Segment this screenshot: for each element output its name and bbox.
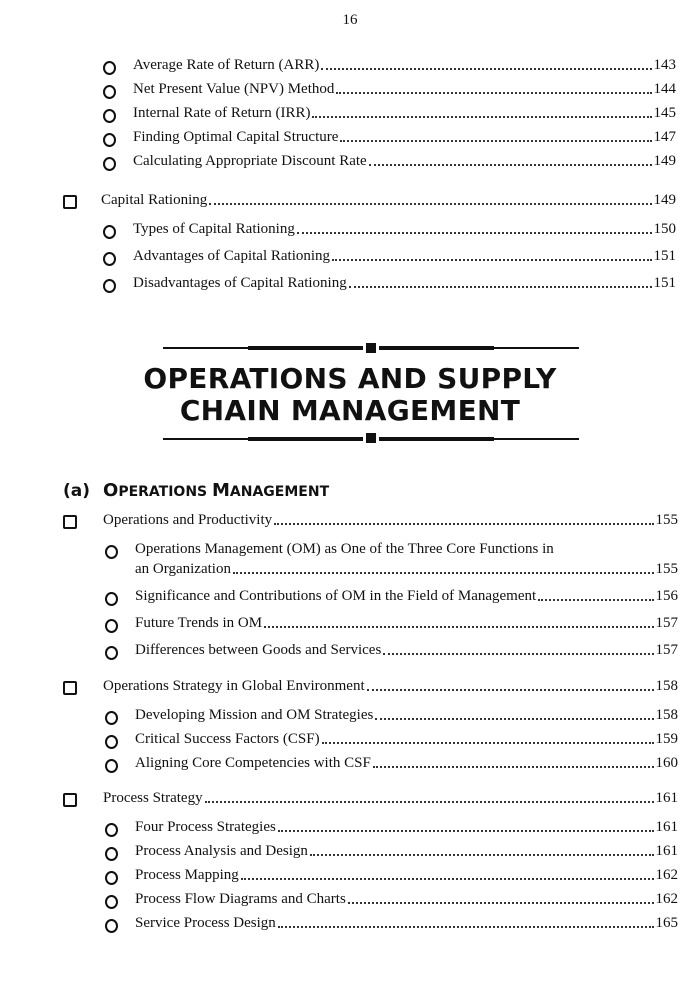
square-bullet-icon <box>63 681 77 695</box>
circle-bullet-icon <box>105 711 118 725</box>
toc-entry-page: 158 <box>655 678 678 694</box>
leader-dots <box>233 572 654 574</box>
toc-entry-page: 160 <box>655 755 678 771</box>
toc-entry-label: Future Trends in OM <box>135 615 263 631</box>
decorative-rule <box>248 437 363 441</box>
toc-entry-page: 155 <box>655 561 678 577</box>
circle-bullet-icon <box>105 735 118 749</box>
toc-entry-label: Significance and Contributions of OM in the Field of Management <box>135 588 537 604</box>
subsection-title-initial: M <box>212 480 230 501</box>
toc-entry-page: 143 <box>653 57 676 73</box>
circle-bullet-icon <box>103 61 116 75</box>
leader-dots <box>310 854 654 856</box>
toc-entry-page: 157 <box>655 642 678 658</box>
decorative-rule <box>379 438 579 440</box>
toc-entry <box>133 247 676 265</box>
toc-entry-page: 161 <box>655 819 678 835</box>
toc-entry-label: Process Strategy <box>103 790 203 806</box>
toc-entry-page: 151 <box>653 275 676 291</box>
decorative-rule <box>366 433 376 443</box>
toc-entry-page: 158 <box>655 707 678 723</box>
circle-bullet-icon <box>103 133 116 147</box>
toc-entry-label: Operations and Productivity <box>103 512 273 528</box>
circle-bullet-icon <box>103 252 116 266</box>
square-bullet-icon <box>63 793 77 807</box>
circle-bullet-icon <box>105 646 118 660</box>
section-title-line-2: CHAIN MANAGEMENT <box>179 394 521 427</box>
leader-dots <box>375 718 653 720</box>
toc-entry-label: Process Analysis and Design <box>135 843 308 859</box>
toc-entry <box>103 511 678 529</box>
leader-dots <box>367 689 654 691</box>
toc-entry <box>135 706 678 724</box>
toc-entry-page: 145 <box>653 105 676 121</box>
subsection-marker: (a) <box>63 481 91 501</box>
leader-dots <box>274 523 653 525</box>
leader-dots <box>205 801 654 803</box>
toc-entry-page: 162 <box>655 891 678 907</box>
circle-bullet-icon <box>105 619 118 633</box>
circle-bullet-icon <box>105 871 118 885</box>
decorative-rule <box>366 343 376 353</box>
circle-bullet-icon <box>105 919 118 933</box>
circle-bullet-icon <box>105 895 118 909</box>
toc-entry-line-1: Operations Management (OM) as One of the Three Core Functions in <box>135 541 554 557</box>
toc-entry <box>135 818 678 836</box>
toc-entry-label: Average Rate of Return (ARR) <box>133 57 320 73</box>
toc-entry-label: Calculating Appropriate Discount Rate <box>133 153 367 169</box>
circle-bullet-icon <box>105 759 118 773</box>
toc-entry-label: Critical Success Factors (CSF) <box>135 731 320 747</box>
leader-dots <box>373 766 654 768</box>
leader-dots <box>321 68 651 70</box>
toc-entry-page: 159 <box>655 731 678 747</box>
leader-dots <box>336 92 651 94</box>
toc-entry-page: 165 <box>655 915 678 931</box>
toc-entry <box>133 104 676 122</box>
toc-entry-page: 161 <box>655 790 678 806</box>
subsection-title-initial: O <box>103 480 119 501</box>
toc-entry <box>133 274 676 292</box>
leader-dots <box>297 232 652 234</box>
toc-entry-label: Types of Capital Rationing <box>133 221 295 237</box>
decorative-rule <box>248 346 363 350</box>
toc-entry-label: Service Process Design <box>135 915 276 931</box>
leader-dots <box>209 203 651 205</box>
toc-entry-label: Differences between Goods and Services <box>135 642 382 658</box>
page-number: 16 <box>342 12 358 28</box>
toc-entry-page: 155 <box>655 512 678 528</box>
toc-entry <box>135 890 678 908</box>
circle-bullet-icon <box>103 109 116 123</box>
toc-entry-label: Finding Optimal Capital Structure <box>133 129 339 145</box>
circle-bullet-icon <box>103 279 116 293</box>
leader-dots <box>322 742 654 744</box>
circle-bullet-icon <box>105 847 118 861</box>
toc-entry <box>133 56 676 74</box>
toc-entry-page: 156 <box>655 588 678 604</box>
toc-entry-page: 149 <box>653 153 676 169</box>
leader-dots <box>340 140 651 142</box>
toc-entry-page: 151 <box>653 248 676 264</box>
toc-entry <box>103 789 678 807</box>
toc-entry-label: Internal Rate of Return (IRR) <box>133 105 311 121</box>
subsection-title-text: PERATIONS <box>118 484 212 500</box>
leader-dots <box>278 830 654 832</box>
toc-entry-label: an Organization <box>135 561 231 577</box>
toc-entry <box>133 128 676 146</box>
circle-bullet-icon <box>103 157 116 171</box>
toc-entry <box>133 220 676 238</box>
circle-bullet-icon <box>103 225 116 239</box>
toc-entry <box>135 730 678 748</box>
toc-entry-label: Net Present Value (NPV) Method <box>133 81 335 97</box>
circle-bullet-icon <box>103 85 116 99</box>
toc-entry-label: Operations Strategy in Global Environment <box>103 678 365 694</box>
circle-bullet-icon <box>105 592 118 606</box>
subsection-heading <box>63 480 329 501</box>
leader-dots <box>349 286 652 288</box>
leader-dots <box>383 653 653 655</box>
toc-entry <box>135 587 678 605</box>
toc-entry-page: 162 <box>655 867 678 883</box>
subsection-title-text: ANAGEMENT <box>229 484 330 500</box>
toc-entry <box>101 191 676 209</box>
toc-entry <box>135 914 678 932</box>
section-title-line-1: OPERATIONS AND SUPPLY <box>143 362 557 395</box>
toc-entry <box>135 754 678 772</box>
toc-entry <box>103 677 678 695</box>
leader-dots <box>278 926 654 928</box>
toc-entry <box>135 842 678 860</box>
toc-entry <box>133 152 676 170</box>
toc-entry-page: 150 <box>653 221 676 237</box>
toc-entry <box>135 614 678 632</box>
leader-dots <box>369 164 652 166</box>
toc-entry <box>135 560 678 578</box>
toc-entry-label: Advantages of Capital Rationing <box>133 248 331 264</box>
toc-entry-page: 149 <box>653 192 676 208</box>
decorative-rule <box>379 347 579 349</box>
toc-entry-page: 144 <box>653 81 676 97</box>
leader-dots <box>332 259 651 261</box>
toc-entry-label: Capital Rationing <box>101 192 208 208</box>
toc-entry <box>135 641 678 659</box>
leader-dots <box>264 626 653 628</box>
toc-entry-page: 161 <box>655 843 678 859</box>
leader-dots <box>241 878 654 880</box>
leader-dots <box>538 599 653 601</box>
toc-entry-label: Disadvantages of Capital Rationing <box>133 275 347 291</box>
toc-entry-label: Four Process Strategies <box>135 819 276 835</box>
toc-entry-page: 147 <box>653 129 676 145</box>
square-bullet-icon <box>63 195 77 209</box>
toc-entry-label: Aligning Core Competencies with CSF <box>135 755 371 771</box>
toc-entry-label: Process Mapping <box>135 867 239 883</box>
leader-dots <box>348 902 654 904</box>
toc-entry-label: Developing Mission and OM Strategies <box>135 707 374 723</box>
square-bullet-icon <box>63 515 77 529</box>
leader-dots <box>312 116 651 118</box>
toc-entry <box>135 866 678 884</box>
toc-entry-page: 157 <box>655 615 678 631</box>
circle-bullet-icon <box>105 545 118 559</box>
circle-bullet-icon <box>105 823 118 837</box>
toc-entry <box>133 80 676 98</box>
toc-entry-label: Process Flow Diagrams and Charts <box>135 891 346 907</box>
